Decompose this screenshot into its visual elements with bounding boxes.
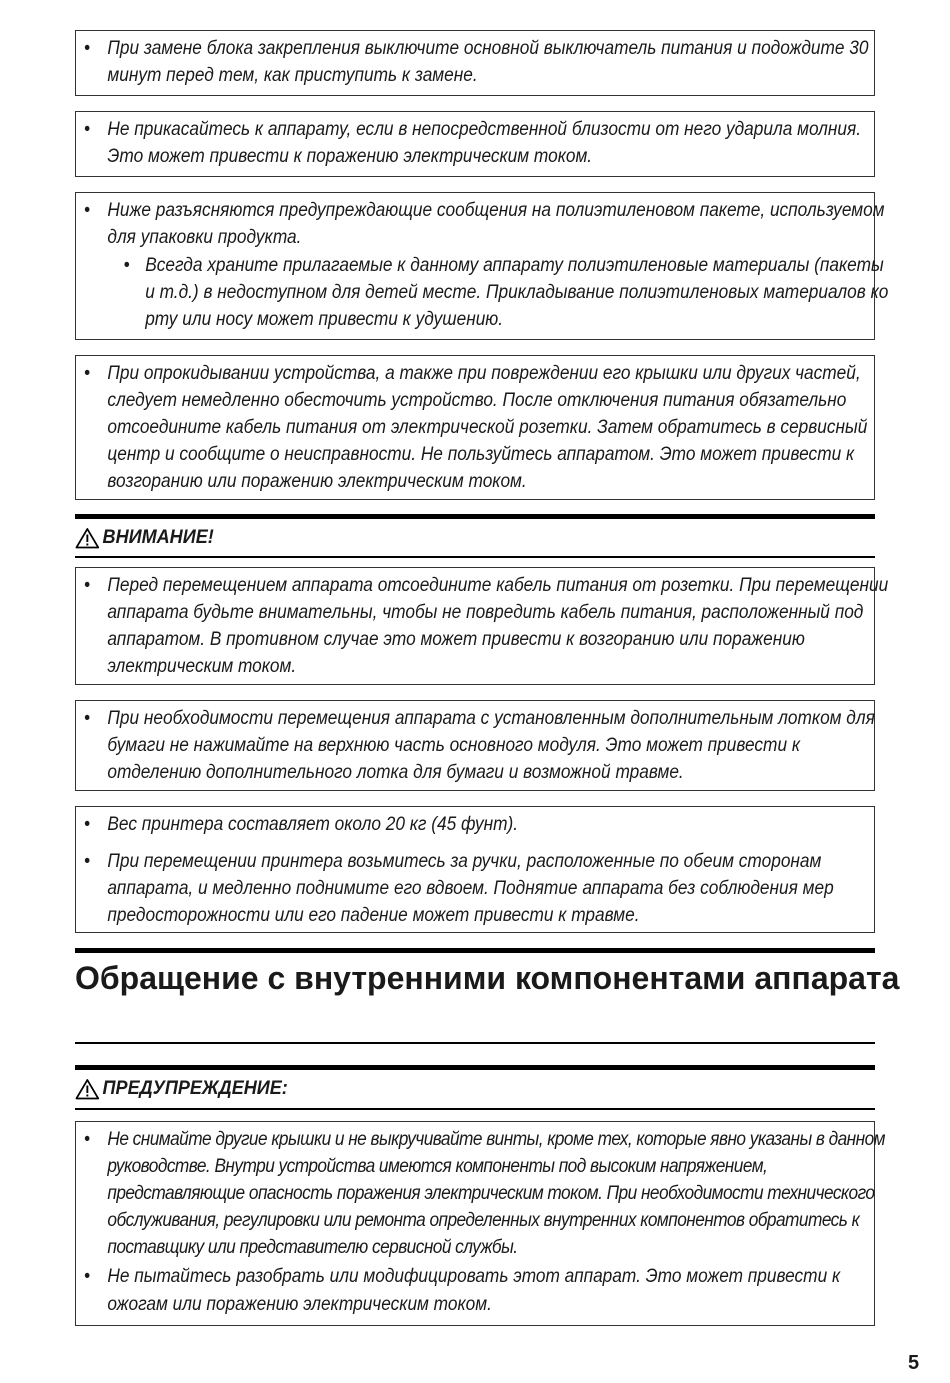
section-rule-bottom bbox=[75, 1042, 875, 1044]
bullet: • bbox=[84, 708, 91, 729]
caution-box-power-cable bbox=[75, 567, 889, 685]
list-item: • Перед перемещением аппарата отсоедините кабель питания от розетки. При перемещении аппарата будьте внимательны, чтобы не повредить кабель питания, расположенный под аппаратом. В противном случае это может привести к возгоранию или поражению электрическим током. bbox=[84, 572, 889, 680]
list-item: • При необходимости перемещения аппарата с установленным дополнительным лотком для бумаги не нажимайте на верхнюю часть основного модуля. Это может привести к отделению дополнительного лотка для бумаги и возможной травме. bbox=[84, 705, 889, 786]
bullet: • bbox=[84, 1266, 91, 1288]
list-item: • При перемещении принтера возьмитесь за ручки, расположенные по обеим сторонам аппарата, и медленно поднимите его вдвоем. Поднятие аппарата без соблюдения мер предосторожности или его падение может привести к травме. bbox=[84, 848, 889, 929]
bullet: • bbox=[84, 38, 91, 59]
heading-rule-top bbox=[75, 1065, 875, 1070]
bullet: • bbox=[84, 851, 91, 873]
list-item: • Ниже разъясняются предупреждающие сообщения на полиэтиленовом пакете, используемом для упаковки продукта. • Всегда храните прилагаемые к данному аппарату полиэтиленовые материалы (пакеты и т.д.) в недоступном для детей месте. Прикладывание полиэтиленовых материалов ко рту или носу может привести к удушению. bbox=[84, 197, 889, 333]
list-item: • Не прикасайтесь к аппарату, если в непосредственной близости от него ударила молния. Это может привести к поражению электрическим током. bbox=[84, 116, 889, 170]
warning-box-lightning bbox=[75, 111, 875, 177]
bullet: • bbox=[84, 200, 91, 221]
section-rule-top bbox=[75, 948, 875, 953]
list-item: • Не снимайте другие крышки и не выкручивайте винты, кроме тех, которые явно указаны в данном руководстве. Внутри устройства имеются компоненты под высоким напряжением, представляющие опасность поражения электрическим током. При необходимости технического обслуживания, регулировки или ремонта определенных внутренних компонентов обратитесь к поставщику или представителю сервисной службы. bbox=[84, 1126, 889, 1261]
bullet: • bbox=[123, 255, 130, 277]
caution-box-paper-tray bbox=[75, 700, 875, 791]
warning-triangle-icon bbox=[75, 1078, 100, 1100]
list-item: • При опрокидывании устройства, а также при повреждении его крышки или других частей, следует немедленно обесточить устройство. После отключения питания обязательно отсоедините кабель питания от электрической розетки. Затем обратитесь в сервисный центр и сообщите о неисправности. Не пользуйтесь аппаратом. Это может привести к возгоранию или поражению электрическим током. bbox=[84, 360, 889, 495]
warning-triangle-icon bbox=[75, 527, 100, 549]
section-title: Обращение с внутренними компонентами аппарата bbox=[75, 960, 900, 996]
caution-heading: ВНИМАНИЕ! bbox=[75, 524, 214, 552]
caution-box-weight bbox=[75, 806, 875, 933]
bullet: • bbox=[84, 1129, 90, 1150]
list-item: • Не пытайтесь разобрать или модифицировать этот аппарат. Это может привести к ожогам или поражению электрическим током. bbox=[84, 1263, 889, 1317]
warning-box-internal-components bbox=[75, 1121, 885, 1326]
sub-list-item: • Всегда храните прилагаемые к данному аппарату полиэтиленовые материалы (пакеты и т.д.) в недоступном для детей месте. Прикладывание полиэтиленовых материалов ко рту или носу может привести к удушению. bbox=[107, 252, 888, 333]
warning-box-tipover bbox=[75, 355, 875, 500]
heading-rule-bottom bbox=[75, 556, 875, 558]
list-item: • Вес принтера составляет около 20 кг (45 фунт). bbox=[84, 811, 889, 838]
bullet: • bbox=[84, 575, 91, 596]
list-item: • При замене блока закрепления выключите основной выключатель питания и подождите 30 минут перед тем, как приступить к замене. bbox=[84, 35, 889, 89]
bullet: • bbox=[84, 814, 91, 835]
bullet: • bbox=[84, 119, 91, 140]
heading-rule-top bbox=[75, 514, 875, 519]
warning-box-plastic-bag bbox=[75, 192, 889, 340]
warning-box-fuser bbox=[75, 30, 875, 96]
page-number: 5 bbox=[908, 1352, 920, 1374]
heading-rule-bottom bbox=[75, 1108, 875, 1110]
warning-heading: ПРЕДУПРЕЖДЕНИЕ: bbox=[75, 1075, 288, 1103]
bullet: • bbox=[84, 363, 91, 384]
